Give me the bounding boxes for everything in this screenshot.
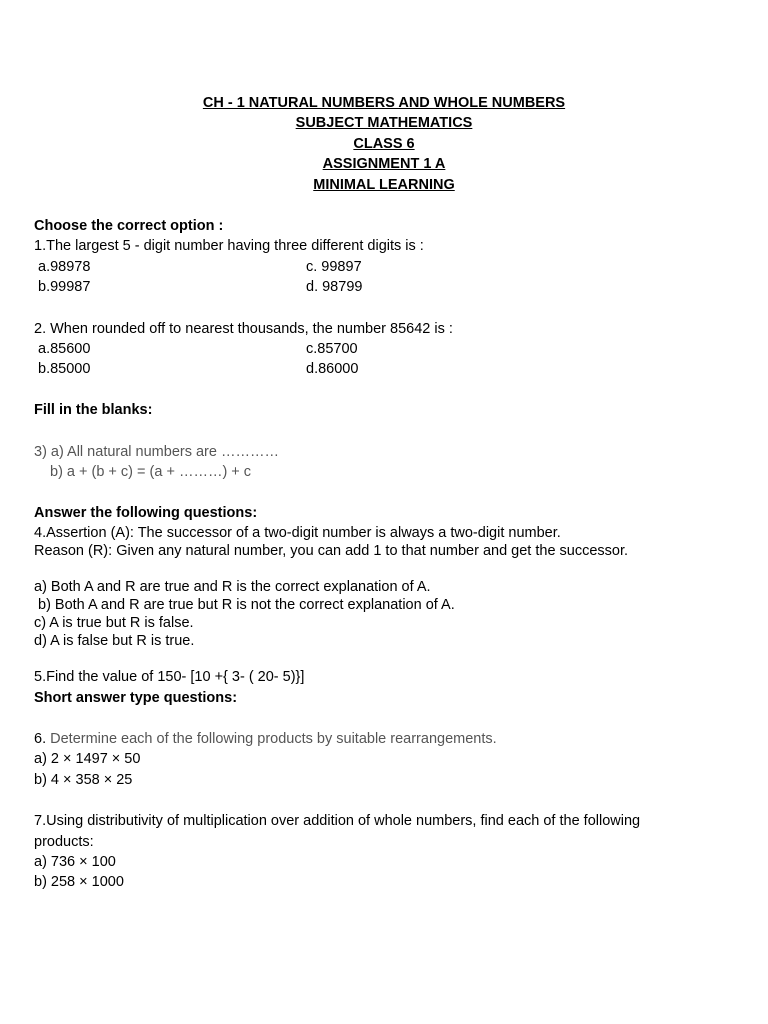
question-6 (34, 730, 497, 748)
fill-heading: Fill in the blanks: (34, 402, 153, 418)
assignment-title: ASSIGNMENT 1 A (322, 156, 446, 172)
q4-option-c: c) A is true but R is false. (34, 615, 194, 631)
short-answer-heading: Short answer type questions: (34, 690, 238, 706)
q2-option-b: b.85000 (38, 361, 91, 377)
level-title: MINIMAL LEARNING (313, 177, 455, 193)
question-5: 5.Find the value of 150- [10 +{ 3- ( 20- 5)}] (34, 669, 305, 685)
q1-option-c: c. 99897 (306, 259, 362, 275)
q6-part-a: a) 2 × 1497 × 50 (34, 751, 141, 767)
question-3b: b) a + (b + c) = (a + ………) + c (50, 464, 252, 480)
chapter-title: CH - 1 NATURAL NUMBERS AND WHOLE NUMBERS (202, 95, 566, 111)
q4-option-b: b) Both A and R are true but R is not the correct explanation of A. (38, 597, 455, 613)
question-7-line1: 7.Using distributivity of multiplication over addition of whole numbers, find each of the following (34, 813, 641, 829)
question-4-assertion: 4.Assertion (A): The successor of a two-digit number is always a two-digit number. (34, 525, 561, 541)
question-6-text: Determine each of the following products by suitable rearrangements. (50, 731, 497, 747)
question-7-line2: products: (34, 834, 94, 850)
q7-part-b: b) 258 × 1000 (34, 874, 124, 890)
mcq-heading: Choose the correct option : (34, 218, 224, 234)
q1-option-b: b.99987 (38, 279, 91, 295)
q1-option-d: d. 98799 (306, 279, 363, 295)
question-3a: 3) a) All natural numbers are ………… (34, 444, 279, 460)
q4-option-d: d) A is false but R is true. (34, 633, 195, 649)
q2-option-d: d.86000 (306, 361, 359, 377)
answer-heading: Answer the following questions: (34, 505, 258, 521)
question-1: 1.The largest 5 - digit number having three different digits is : (34, 238, 424, 254)
q4-option-a: a) Both A and R are true and R is the correct explanation of A. (34, 579, 431, 595)
q7-part-a: a) 736 × 100 (34, 854, 116, 870)
question-2: 2. When rounded off to nearest thousands, the number 85642 is : (34, 321, 453, 337)
question-6-number: 6. (34, 731, 47, 747)
q2-option-c: c.85700 (306, 341, 358, 357)
class-title: CLASS 6 (353, 136, 415, 152)
q1-option-a: a.98978 (38, 259, 91, 275)
question-4-reason: Reason (R): Given any natural number, you can add 1 to that number and get the successor. (34, 543, 629, 559)
q6-part-b: b) 4 × 358 × 25 (34, 772, 133, 788)
subject-title: SUBJECT MATHEMATICS (295, 115, 473, 131)
q2-option-a: a.85600 (38, 341, 91, 357)
